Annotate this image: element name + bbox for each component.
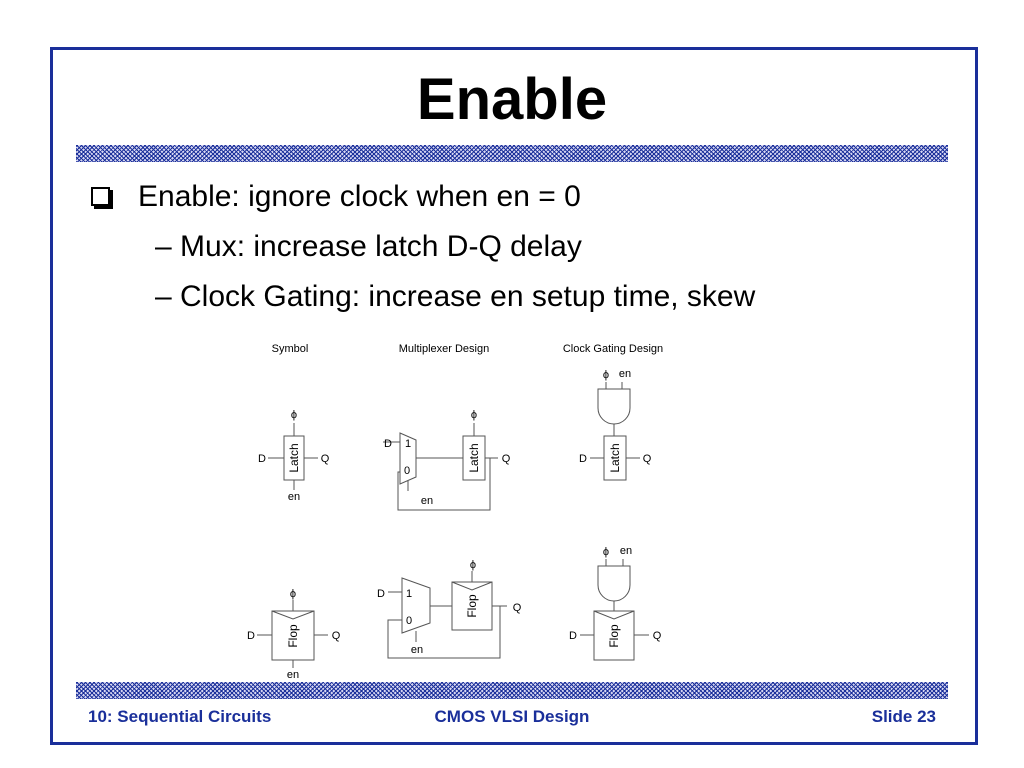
bullet-enable: Enable: ignore clock when en = 0 (138, 180, 581, 213)
mux-latch-circuit (383, 409, 511, 510)
and-gate (598, 389, 630, 424)
mux-flop-circuit (377, 559, 522, 658)
flop-label: Flop (286, 624, 300, 648)
sub-bullet-clock-gating: – Clock Gating: increase en setup time, skew (155, 280, 756, 313)
q-label: Q (652, 630, 662, 642)
header-clock-gating-design: Clock Gating Design (562, 343, 664, 355)
bottom-hatched-rule (76, 682, 948, 699)
d-label: D (384, 438, 392, 450)
d-label: D (579, 453, 587, 465)
phi-label: ϕ (469, 559, 477, 571)
phi-label: ϕ (602, 546, 610, 558)
en-label: en (286, 669, 300, 681)
d-label: D (569, 630, 577, 642)
en-label: en (287, 491, 301, 503)
clock-gating-latch-circuit (579, 368, 652, 480)
header-multiplexer-design: Multiplexer Design (398, 343, 490, 355)
latch-label: Latch (467, 443, 481, 473)
en-label: en (619, 545, 633, 557)
slide-title: Enable (416, 67, 608, 132)
latch-label: Latch (287, 443, 301, 473)
en-label: en (410, 644, 424, 656)
mux-one-label: 1 (406, 588, 413, 600)
d-label: D (258, 453, 266, 465)
q-label: Q (642, 453, 652, 465)
mux-zero-label: 0 (406, 615, 413, 627)
phi-label: ϕ (470, 409, 478, 421)
mux-zero-label: 0 (404, 465, 411, 477)
phi-label: ϕ (602, 369, 610, 381)
symbol-latch-circuit (258, 409, 330, 503)
footer-course-title: 10: Sequential Circuits (88, 707, 272, 726)
mux-one-label: 1 (405, 438, 412, 450)
sub-bullet-mux: – Mux: increase latch D-Q delay (155, 230, 582, 263)
q-label: Q (501, 453, 511, 465)
q-label: Q (320, 453, 330, 465)
en-label: en (618, 368, 632, 380)
q-label: Q (512, 602, 522, 614)
d-label: D (377, 588, 385, 600)
flop-label: Flop (465, 594, 479, 618)
header-symbol: Symbol (271, 343, 309, 355)
latch-label: Latch (608, 443, 622, 473)
phi-label: ϕ (289, 588, 297, 600)
and-gate (598, 566, 630, 601)
flop-label: Flop (607, 624, 621, 648)
footer-slide-number: Slide 23 (871, 707, 936, 726)
footer-book-title: CMOS VLSI Design (434, 707, 590, 726)
en-label: en (420, 495, 434, 507)
q-label: Q (331, 630, 341, 642)
d-label: D (247, 630, 255, 642)
clock-gating-flop-circuit (569, 545, 662, 660)
symbol-flop-circuit (247, 588, 341, 681)
phi-label: ϕ (290, 409, 298, 421)
